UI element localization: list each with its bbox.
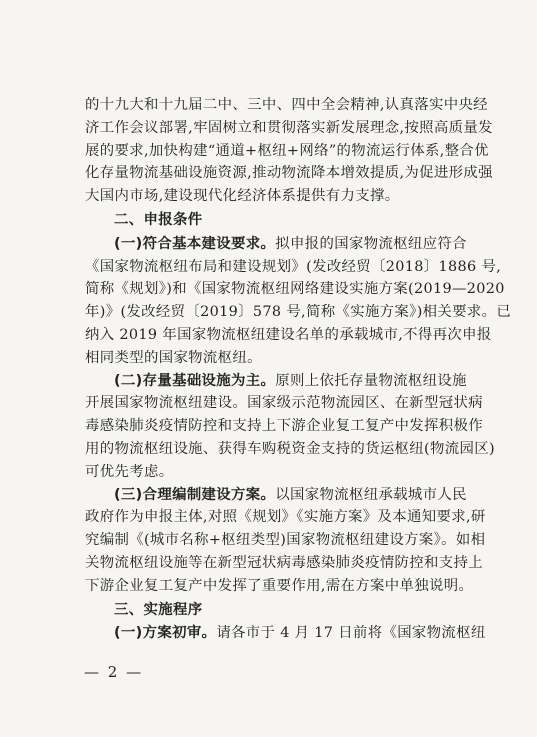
paragraph-construction-plan <box>85 484 486 598</box>
section-heading-application-conditions: 二、申报条件 <box>114 211 203 228</box>
text-line: 下游企业复工复产中发挥了重要作用,需在方案中单独说明。 <box>85 577 474 594</box>
page-number: — 2 — <box>84 663 144 681</box>
text-line: 化存量物流基础设施资源,推动物流降本增效提质,为促进形成强 <box>85 165 493 182</box>
text-line: 可优先考虑。 <box>85 463 174 480</box>
text-line <box>85 233 469 256</box>
text-line: 政府作为申报主体,对照《规划》《实施方案》及本通知要求,研 <box>85 509 486 526</box>
text-line: 《国家物流枢纽布局和建设规划》(发改经贸〔2018〕1886 号, <box>85 258 502 275</box>
text-line: 毒感染肺炎疫情防控和支持上下游企业复工复产中发挥积极作 <box>85 418 483 435</box>
paragraph-lead: (一)符合基本建设要求。 <box>114 235 276 252</box>
paragraph-first-line: 以国家物流枢纽承载城市人民 <box>275 486 467 503</box>
text-line: 用的物流枢纽设施、获得车购税资金支持的货运枢纽(物流园区) <box>85 440 495 457</box>
text-line: 年)》(发改经贸〔2019〕578 号,简称《实施方案》)相关要求。已 <box>85 304 512 321</box>
text-line: 相同类型的国家物流枢纽。 <box>85 349 262 366</box>
document-body <box>85 94 512 645</box>
paragraph-lead: (二)存量基础设施为主。 <box>114 372 276 389</box>
text-line: 简称《规划》)和《国家物流枢纽网络建设实施方案(2019—2020 <box>85 281 505 298</box>
text-line: 究编制《(城市名称+枢纽类型)国家物流枢纽建设方案》。如相 <box>85 532 486 549</box>
section-heading-implementation: 三、实施程序 <box>114 601 203 618</box>
paragraph-first-line: 拟申报的国家物流枢纽应符合 <box>275 235 467 252</box>
paragraph-first-line: 请各市于 4 月 17 日前将《国家物流枢纽 <box>216 625 486 642</box>
paragraph-existing-infrastructure <box>85 370 495 484</box>
paragraph-basic-requirements <box>85 233 512 370</box>
text-line: 开展国家物流枢纽建设。国家级示范物流园区、在新型冠状病 <box>85 395 483 412</box>
paragraph-first-line: 原则上依托存量物流枢纽设施 <box>275 372 467 389</box>
text-line: 纳入 2019 年国家物流枢纽建设名单的承载城市,不得再次申报 <box>85 326 492 343</box>
text-line: 大国内市场,建设现代化经济体系提供有力支撑。 <box>85 188 400 205</box>
paragraph-plan-review <box>85 622 486 645</box>
intro-paragraph <box>85 94 493 208</box>
text-line: 展的要求,加快构建“通道+枢纽+网络”的物流运行体系,整合优 <box>85 142 489 159</box>
text-line <box>85 484 469 507</box>
text-line <box>85 622 486 645</box>
paragraph-lead: (三)合理编制建设方案。 <box>114 486 276 503</box>
text-line: 济工作会议部署,牢固树立和贯彻落实新发展理念,按照高质量发 <box>85 119 493 136</box>
text-line: 关物流枢纽设施等在新型冠状病毒感染肺炎疫情防控和支持上 <box>85 554 483 571</box>
text-line <box>85 370 469 393</box>
paragraph-lead: (一)方案初审。 <box>114 625 217 642</box>
text-line: 的十九大和十九届二中、三中、四中全会精神,认真落实中央经 <box>85 97 488 113</box>
